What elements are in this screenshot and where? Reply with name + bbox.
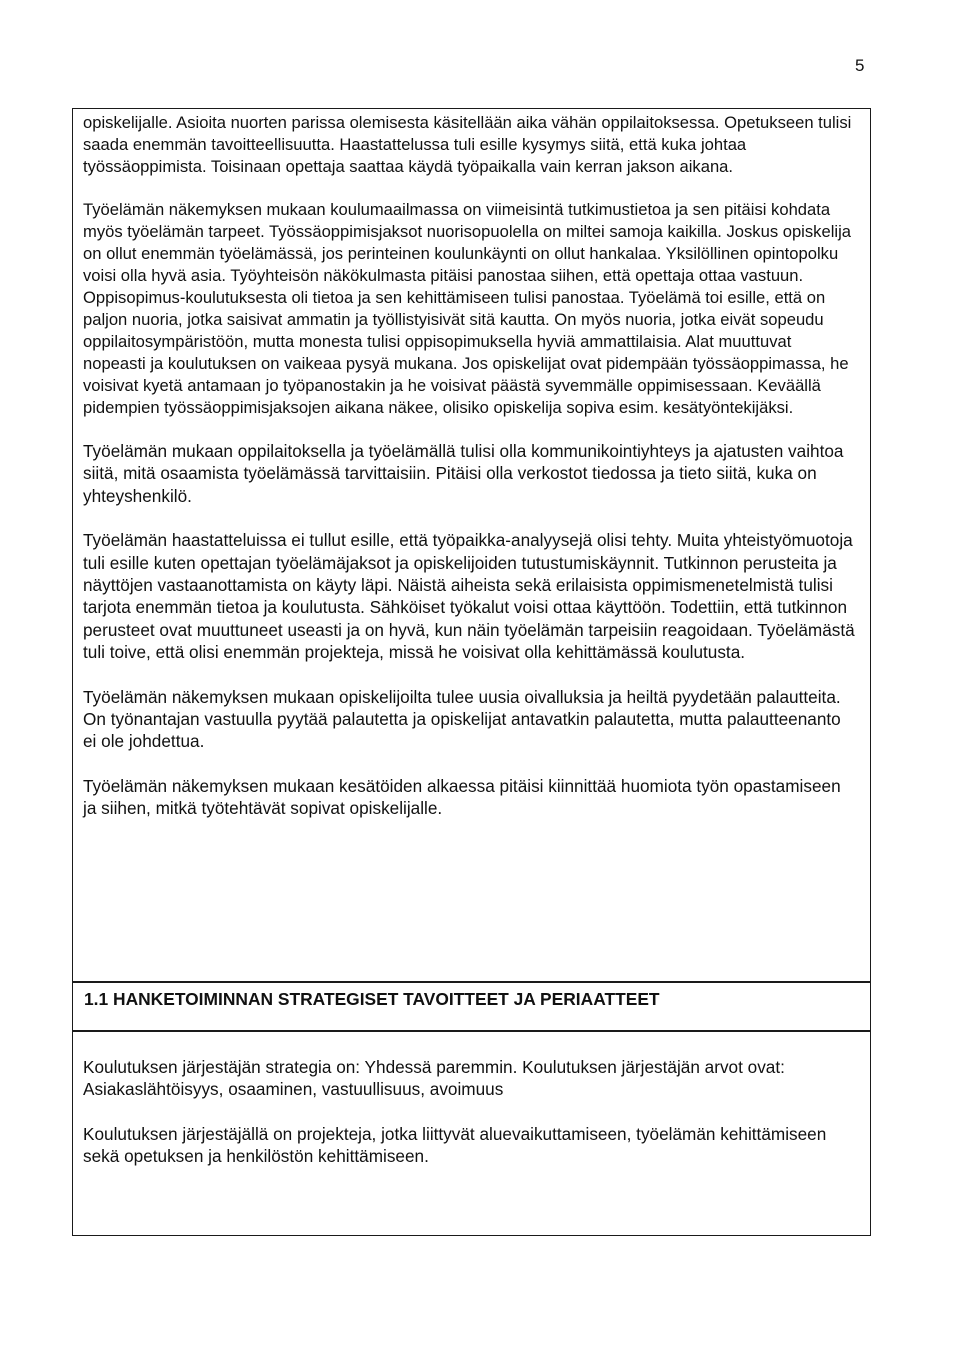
section-heading-box (72, 982, 871, 1031)
paragraph-projects: Koulutuksen järjestäjällä on projekteja, jotka liittyvät aluevaikuttamiseen, työelämän kehittämiseen sekä opetuksen ja henkilöstön kehittämiseen. (83, 1123, 827, 1167)
text-box-interviews-content (83, 112, 856, 842)
section-heading: 1.1 HANKETOIMINNAN STRATEGISET TAVOITTEET JA PERIAATTEET (84, 989, 660, 1009)
text-box-strategy-content (83, 1056, 856, 1190)
paragraph-school-topics: opiskelijalle. Asioita nuorten parissa olemisesta käsitellään aika vähän oppilaitoksessa. Opetukseen tulisi saada enemmän tavoitteellisuutta. Haastattelussa tuli esille kysymys siitä, että kuka johtaa työssäoppimista. Toisinaan opettaja saattaa käydä työpaikalla vain kerran jakson aikana. (83, 113, 852, 176)
paragraph-summer-jobs: Työelämän näkemyksen mukaan kesätöiden alkaessa pitäisi kiinnittää huomiota työn opastamiseen ja siihen, mitkä työtehtävät sopivat opiskelijalle. (83, 775, 841, 819)
paragraph-student-feedback: Työelämän näkemyksen mukaan opiskelijoilta tulee uusia oivalluksia ja heiltä pyydetään palautteita. On työnantajan vastuulla pyytää palautetta ja opiskelijat antavatkin palautetta, mutta palautteenanto ei ole johdettua. (83, 686, 841, 752)
paragraph-communication-link: Työelämän mukaan oppilaitoksella ja työelämällä tulisi olla kommunikointiyhteys ja ajatusten vaihtoa siitä, mitä osaamista työelämässä tarvittaisiin. Pitäisi olla verkostot tiedossa ja tieto siitä, kuka on yhteyshenkilö. (83, 441, 844, 506)
paragraph-workplace-analysis: Työelämän haastatteluissa ei tullut esille, että työpaikka-analyysejä olisi tehty. Muita yhteistyömuotoja tuli esille kuten opettajan työelämäjaksot ja opiskelijoiden tutustumiskäynnit. Tutkinnon perusteita ja näyttöjen vastaanottamista on käyty läpi. Näistä aiheista sekä erilaisista oppimismenetelmistä tulisi tarjota enemmän tietoa ja koulutusta. Sähköiset työkalut voisi ottaa käyttöön. Todettiin, että tutkinnon perusteet ovat muuttuneet useasti ja on hyvä, kun näin työelämän tarpeisiin reagoidaan. Työelämästä tuli toive, että olisi enemmän projekteja, missä he voisivat olla kehittämässä koulutusta. (83, 530, 855, 663)
page-number: 5 (855, 56, 865, 75)
paragraph-strategy-values: Koulutuksen järjestäjän strategia on: Yhdessä paremmin. Koulutuksen järjestäjän arvot ovat: Asiakaslähtöisyys, osaaminen, vastuullisuus, avoimuus (83, 1057, 785, 1100)
text-box-strategy (72, 1031, 871, 1236)
text-box-interviews (72, 108, 871, 982)
paragraph-research-knowledge: Työelämän näkemyksen mukaan koulumaailmassa on viimeisintä tutkimustietoa ja sen pitäisi kohdata myös työelämän tarpeet. Työssäoppimisjaksot nuorisopuolella on miltei samoja kaikilla. Joskus opiskelija on ollut enemmän työelämässä, jos perinteinen koulunkäynti on ollut hankalaa. Yksilöllinen opintopolku voisi olla hyvä asia. Työyhteisön näkökulmasta pitäisi panostaa siihen, että opettaja ottaa vastuun. Oppisopimus-koulutuksesta oli tietoa ja sen kehittämiseen tulisi panostaa. Työelämä toi esille, että on paljon nuoria, jotka saisivat ammatin ja työllistyisivät sitä kautta. On myös nuoria, jotka eivät sopeudu oppilaitosympäristöön, mutta monesta tulisi oppisopimuksella hyviä ammattilaisia. Alat muuttuvat nopeasti ja koulutuksen on vaikeaa pysyä mukana. Jos opiskelijat ovat pidempään työssäoppimassa, he voisivat kyetä antamaan jo työpanostakin ja he voisivat päästä syvemmälle oppimisessaan. Keväällä pidempien työssäoppimisjaksojen aikana näkee, olisiko opiskelija sopiva esim. kesätyöntekijäksi. (83, 200, 851, 417)
